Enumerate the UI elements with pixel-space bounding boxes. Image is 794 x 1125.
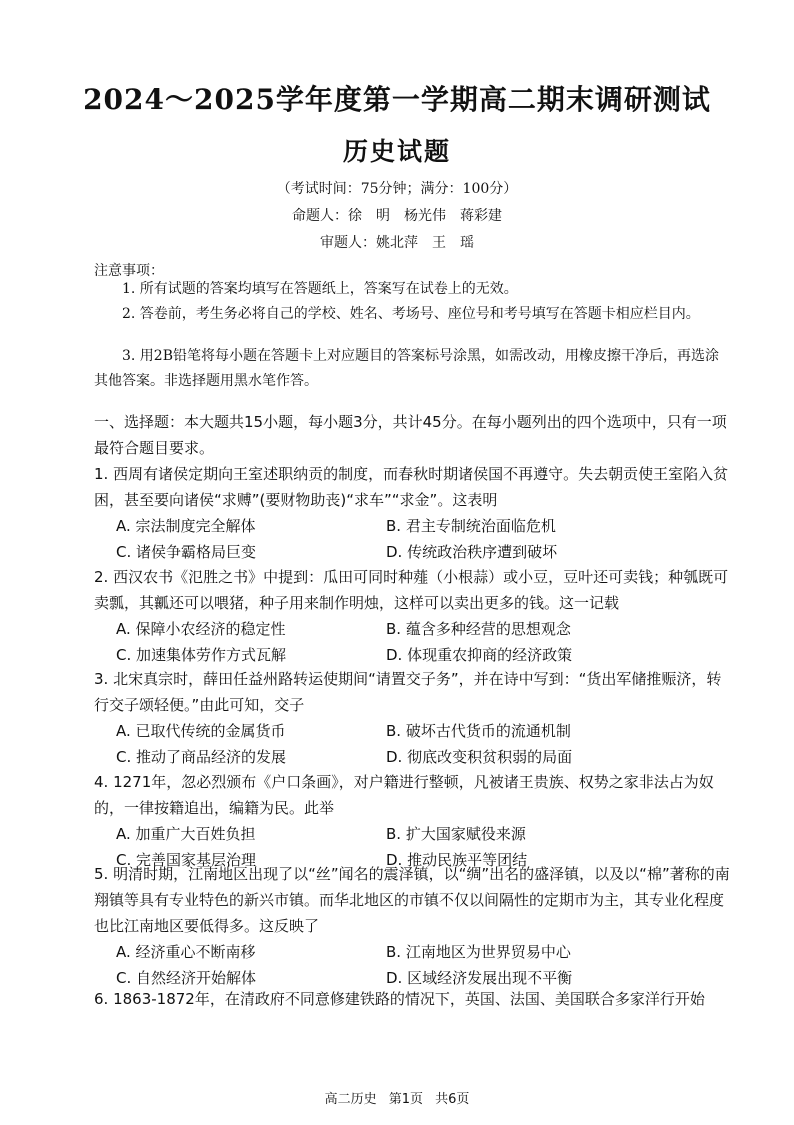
option-c: C. 推动了商品经济的发展: [116, 748, 287, 766]
option-d: D. 体现重农抑商的经济政策: [386, 646, 573, 664]
option-b: B. 君主专制统治面临危机: [386, 517, 556, 535]
section-heading: 一、选择题：本大题共15小题，每小题3分，共计45分。在每小题列出的四个选项中，只有一项最符合题目要求。: [94, 413, 727, 457]
note-item-3: 3. 用2B铅笔将每小题在答题卡上对应题目的答案标号涂黑，如需改动，用橡皮擦干净后，再选涂其他答案。非选择题用黑水笔作答。: [94, 348, 720, 389]
question-options: [94, 513, 730, 565]
question-stem: 5. 明清时期，江南地区出现了以“丝”闻名的震泽镇，以“绸”出名的盛泽镇，以及以“棉”著称的南翔镇等具有专业特色的新兴市镇。而华北地区的市镇不仅以间隔性的定期市为主，其专业化程度也比江南地区要低得多。这反映了: [94, 865, 730, 935]
reviewers-line: 审题人：姚北萍 王 瑶: [320, 235, 474, 251]
option-a: A. 已取代传统的金属货币: [116, 722, 286, 740]
option-b: B. 蕴含多种经营的思想观念: [386, 620, 571, 638]
exam-title: 2024～2025学年度第一学期高二期末调研测试: [83, 83, 711, 116]
option-d: D. 传统政治秩序遭到破坏: [386, 543, 558, 561]
option-a: A. 宗法制度完全解体: [116, 517, 256, 535]
question-6: [94, 986, 730, 1012]
option-d: D. 推动民族平等团结: [386, 851, 528, 869]
question-stem: 2. 西汉农书《氾胜之书》中提到：瓜田可同时种薤（小根蒜）或小豆，豆叶还可卖钱；种瓠既可卖瓢，其瓤还可以喂猪，种子用来制作明烛，这样可以卖出更多的钱。这一记载: [94, 568, 729, 612]
option-b: B. 扩大国家赋役来源: [386, 825, 526, 843]
page-footer: [0, 1088, 794, 1107]
note-item-1: 1. 所有试题的答案均填写在答题纸上，答案写在试卷上的无效。: [122, 281, 518, 297]
question-2: [94, 564, 730, 668]
option-a: A. 经济重心不断南移: [116, 943, 256, 961]
question-stem: 6. 1863-1872年，在清政府不同意修建铁路的情况下，英国、法国、美国联合多家洋行开始: [94, 990, 705, 1008]
footer-total: 共6页: [435, 1092, 470, 1107]
question-stem: 4. 1271年，忽必烈颁布《户口条画》，对户籍进行整顿，凡被诸王贵族、权势之家非法占为奴的，一律按籍追出，编籍为民。此举: [94, 773, 714, 817]
setters-line: 命题人：徐 明 杨光伟 蒋彩建: [292, 208, 502, 224]
question-stem: 3. 北宋真宗时，薛田任益州路转运使期间“请置交子务”，并在诗中写到：“货出军储推赈济，转行交子颂轻便。”由此可知，交子: [94, 670, 722, 714]
option-c: C. 加速集体劳作方式瓦解: [116, 646, 287, 664]
option-c: C. 自然经济开始解体: [116, 969, 257, 987]
exam-info: （考试时间：75分钟；满分：100分）: [276, 181, 518, 197]
option-c: C. 完善国家基层治理: [116, 851, 257, 869]
option-a: A. 加重广大百姓负担: [116, 825, 256, 843]
option-d: D. 区域经济发展出现不平衡: [386, 969, 573, 987]
option-b: B. 江南地区为世界贸易中心: [386, 943, 571, 961]
question-1: [94, 461, 730, 565]
footer-page: 第1页: [388, 1092, 423, 1107]
question-5: [94, 861, 730, 991]
question-options: [94, 939, 730, 991]
question-options: [94, 718, 730, 770]
option-d: D. 彻底改变积贫积弱的局面: [386, 748, 573, 766]
note-item-2: 2. 答卷前，考生务必将自己的学校、姓名、考场号、座位号和考号填写在答题卡相应栏目内。: [122, 306, 700, 322]
option-b: B. 破坏古代货币的流通机制: [386, 722, 571, 740]
option-a: A. 保障小农经济的稳定性: [116, 620, 286, 638]
question-options: [94, 616, 730, 668]
exam-subtitle: 历史试题: [342, 137, 451, 166]
option-c: C. 诸侯争霸格局巨变: [116, 543, 257, 561]
footer-subject: 高二历史: [324, 1092, 377, 1107]
question-4: [94, 769, 730, 873]
notes-heading: 注意事项：: [94, 263, 164, 279]
question-3: [94, 666, 730, 770]
question-stem: 1. 西周有诸侯定期向王室述职纳贡的制度，而春秋时期诸侯国不再遵守。失去朝贡使王室陷入贫困，甚至要向诸侯“求赙”(要财物助丧)“求车”“求金”。这表明: [94, 465, 729, 509]
